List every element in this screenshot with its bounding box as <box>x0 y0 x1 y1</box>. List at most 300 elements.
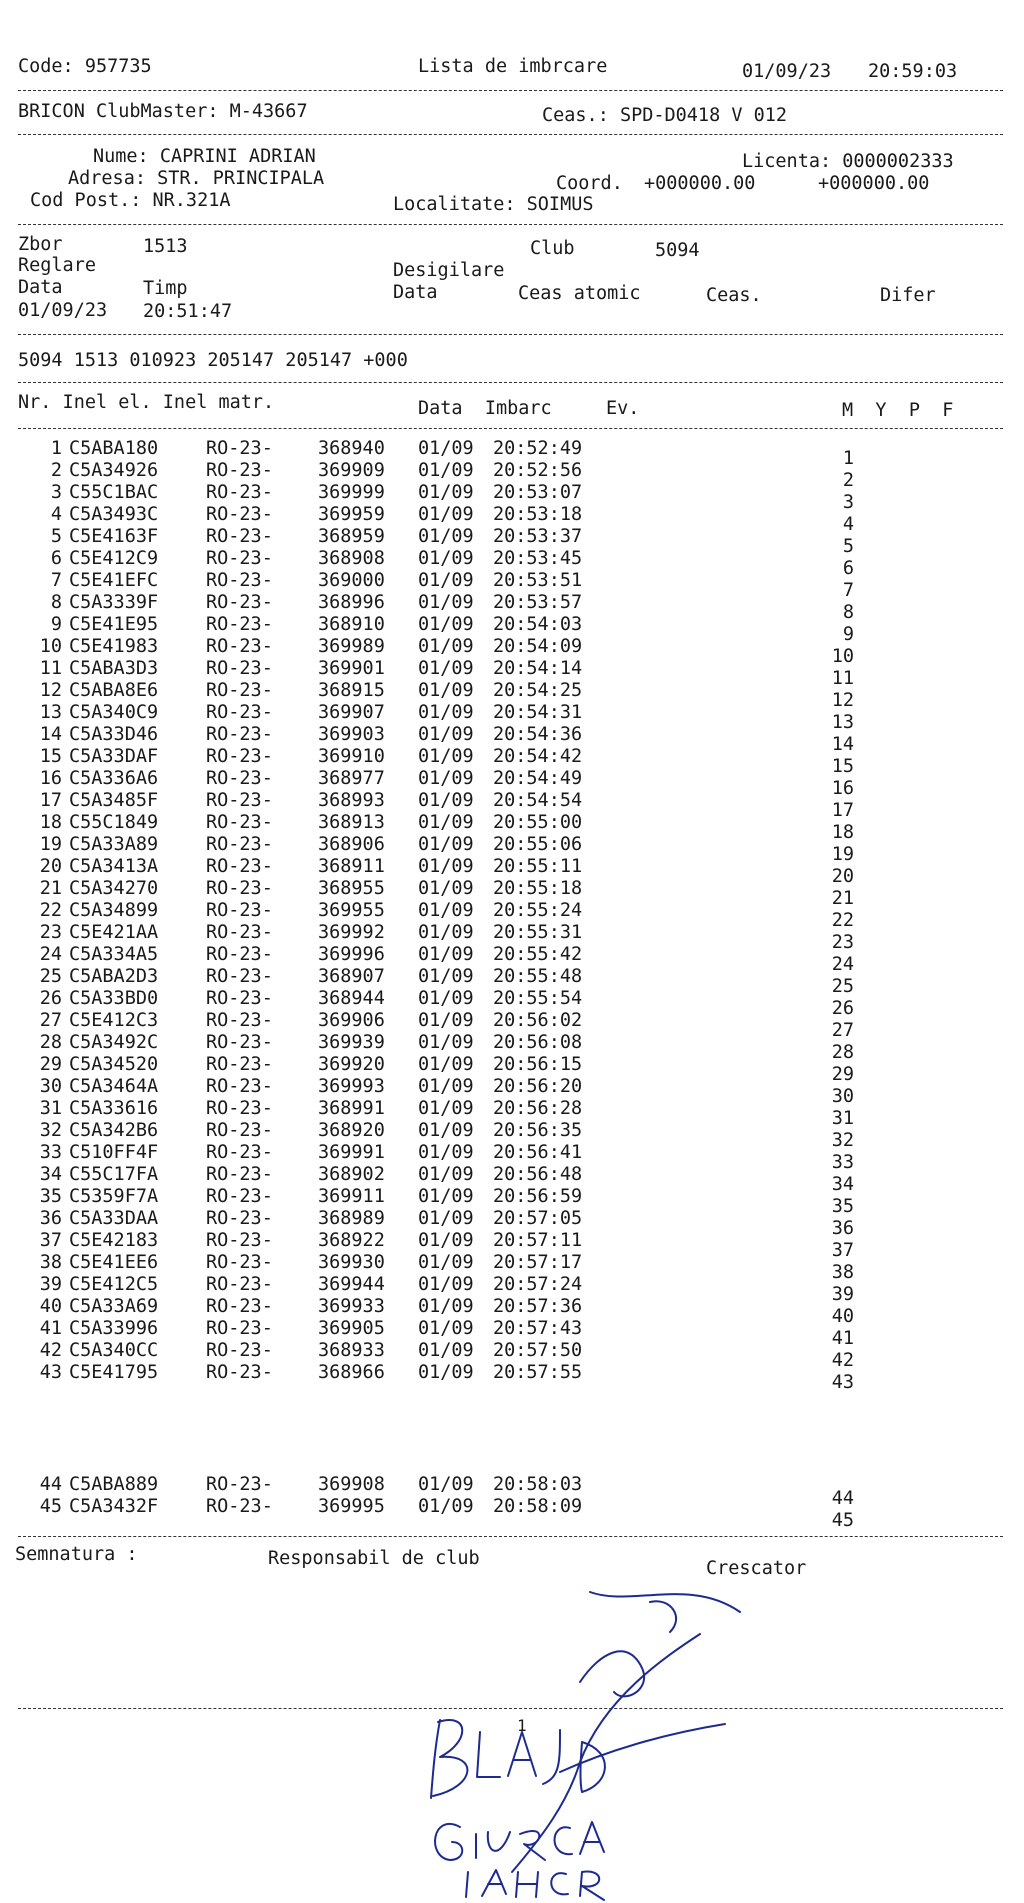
row-ring-number: 368977 <box>318 768 385 789</box>
row-date: 01/09 <box>418 1340 474 1361</box>
col-data-imbarc: Data Imbarc <box>418 398 552 419</box>
row-number: 45 <box>39 1496 62 1517</box>
row-ring-prefix: RO-23- <box>206 790 273 811</box>
print-time: 20:59:03 <box>868 61 958 82</box>
row-electronic-ring: C5A34899 <box>69 900 159 921</box>
signature-iahcr <box>466 1870 604 1900</box>
col-myp: M Y P F <box>842 400 954 421</box>
club-value: 5094 <box>655 240 700 261</box>
row-position: 15 <box>831 756 854 777</box>
row-ring-number: 369911 <box>318 1186 385 1207</box>
row-electronic-ring: C5ABA8E6 <box>69 680 159 701</box>
row-ring-number: 369999 <box>318 482 385 503</box>
row-electronic-ring: C5A336A6 <box>69 768 159 789</box>
row-number: 25 <box>39 966 62 987</box>
row-ring-number: 369910 <box>318 746 385 767</box>
row-number: 37 <box>39 1230 62 1251</box>
row-position: 24 <box>831 954 854 975</box>
row-electronic-ring: C5E421AA <box>69 922 159 943</box>
row-electronic-ring: C5A33A89 <box>69 834 159 855</box>
row-date: 01/09 <box>418 1010 474 1031</box>
row-number: 40 <box>39 1296 62 1317</box>
row-date: 01/09 <box>418 1362 474 1383</box>
row-date: 01/09 <box>418 592 474 613</box>
row-time: 20:56:59 <box>493 1186 583 1207</box>
row-ring-prefix: RO-23- <box>206 614 273 635</box>
row-position: 32 <box>831 1130 854 1151</box>
row-position: 16 <box>831 778 854 799</box>
row-ring-prefix: RO-23- <box>206 1318 273 1339</box>
row-time: 20:58:03 <box>493 1474 583 1495</box>
row-ring-number: 369906 <box>318 1010 385 1031</box>
row-time: 20:56:48 <box>493 1164 583 1185</box>
row-position: 3 <box>842 492 854 513</box>
row-position: 44 <box>831 1488 854 1509</box>
row-position: 14 <box>831 734 854 755</box>
row-ring-prefix: RO-23- <box>206 834 273 855</box>
ceas-label: Ceas. <box>706 285 762 306</box>
row-ring-number: 369907 <box>318 702 385 723</box>
row-electronic-ring: C5A33D46 <box>69 724 159 745</box>
row-electronic-ring: C5A3464A <box>69 1076 159 1097</box>
page-number: 1 <box>517 1716 527 1735</box>
row-ring-number: 368910 <box>318 614 385 635</box>
row-date: 01/09 <box>418 636 474 657</box>
row-time: 20:57:11 <box>493 1230 583 1251</box>
row-electronic-ring: C5A3492C <box>69 1032 159 1053</box>
row-number: 3 <box>50 482 62 503</box>
row-electronic-ring: C5E41EFC <box>69 570 159 591</box>
row-date: 01/09 <box>418 460 474 481</box>
row-ring-prefix: RO-23- <box>206 966 273 987</box>
row-ring-number: 369000 <box>318 570 385 591</box>
row-ring-number: 368933 <box>318 1340 385 1361</box>
row-date: 01/09 <box>418 438 474 459</box>
row-ring-number: 369995 <box>318 1496 385 1517</box>
row-ring-prefix: RO-23- <box>206 1496 273 1517</box>
row-number: 44 <box>39 1474 62 1495</box>
row-time: 20:56:41 <box>493 1142 583 1163</box>
row-ring-number: 369939 <box>318 1032 385 1053</box>
col-nr-inel: Nr. Inel el. Inel matr. <box>18 392 275 413</box>
row-ring-number: 369989 <box>318 636 385 657</box>
row-position: 40 <box>831 1306 854 1327</box>
row-electronic-ring: C55C17FA <box>69 1164 159 1185</box>
row-date: 01/09 <box>418 746 474 767</box>
row-time: 20:54:42 <box>493 746 583 767</box>
print-date: 01/09/23 <box>742 61 832 82</box>
divider <box>18 90 1003 91</box>
coord-y: +000000.00 <box>818 173 930 194</box>
owner-license: Licenta: 0000002333 <box>742 151 954 172</box>
row-date: 01/09 <box>418 658 474 679</box>
row-time: 20:54:36 <box>493 724 583 745</box>
divider <box>18 134 1003 135</box>
row-number: 29 <box>39 1054 62 1075</box>
zbor-value: 1513 <box>143 236 188 257</box>
row-date: 01/09 <box>418 1252 474 1273</box>
row-position: 28 <box>831 1042 854 1063</box>
row-time: 20:55:48 <box>493 966 583 987</box>
row-ring-prefix: RO-23- <box>206 1474 273 1495</box>
row-number: 41 <box>39 1318 62 1339</box>
row-electronic-ring: C5E412C9 <box>69 548 159 569</box>
divider <box>18 224 1003 225</box>
row-date: 01/09 <box>418 526 474 547</box>
zbor-label: Zbor <box>18 234 63 255</box>
row-electronic-ring: C5A34270 <box>69 878 159 899</box>
row-ring-prefix: RO-23- <box>206 1010 273 1031</box>
row-electronic-ring: C5E412C5 <box>69 1274 159 1295</box>
semnatura-label: Semnatura : <box>15 1544 138 1565</box>
row-date: 01/09 <box>418 966 474 987</box>
row-electronic-ring: C5A342B6 <box>69 1120 159 1141</box>
row-time: 20:57:50 <box>493 1340 583 1361</box>
divider <box>18 334 1003 335</box>
row-number: 1 <box>50 438 62 459</box>
row-electronic-ring: C5ABA3D3 <box>69 658 159 679</box>
row-position: 35 <box>831 1196 854 1217</box>
row-electronic-ring: C5A3485F <box>69 790 159 811</box>
row-electronic-ring: C5E4163F <box>69 526 159 547</box>
row-ring-prefix: RO-23- <box>206 944 273 965</box>
row-number: 32 <box>39 1120 62 1141</box>
row-position: 30 <box>831 1086 854 1107</box>
row-ring-prefix: RO-23- <box>206 1142 273 1163</box>
row-position: 23 <box>831 932 854 953</box>
row-time: 20:57:55 <box>493 1362 583 1383</box>
data-label: Data <box>18 277 63 298</box>
row-date: 01/09 <box>418 988 474 1009</box>
row-electronic-ring: C55C1BAC <box>69 482 159 503</box>
signature-giurca <box>435 1822 604 1860</box>
row-ring-number: 369944 <box>318 1274 385 1295</box>
row-ring-prefix: RO-23- <box>206 680 273 701</box>
row-time: 20:57:05 <box>493 1208 583 1229</box>
row-date: 01/09 <box>418 548 474 569</box>
row-position: 34 <box>831 1174 854 1195</box>
row-ring-prefix: RO-23- <box>206 504 273 525</box>
row-time: 20:54:31 <box>493 702 583 723</box>
row-position: 18 <box>831 822 854 843</box>
row-number: 23 <box>39 922 62 943</box>
row-time: 20:56:02 <box>493 1010 583 1031</box>
row-time: 20:54:25 <box>493 680 583 701</box>
row-ring-number: 368966 <box>318 1362 385 1383</box>
row-position: 37 <box>831 1240 854 1261</box>
row-number: 42 <box>39 1340 62 1361</box>
row-time: 20:53:51 <box>493 570 583 591</box>
row-position: 8 <box>842 602 854 623</box>
row-time: 20:54:54 <box>493 790 583 811</box>
row-position: 20 <box>831 866 854 887</box>
row-ring-number: 368922 <box>318 1230 385 1251</box>
row-electronic-ring: C5A34926 <box>69 460 159 481</box>
owner-locality: Localitate: SOIMUS <box>393 194 594 215</box>
row-ring-number: 369901 <box>318 658 385 679</box>
row-date: 01/09 <box>418 1474 474 1495</box>
row-ring-prefix: RO-23- <box>206 724 273 745</box>
row-electronic-ring: C510FF4F <box>69 1142 159 1163</box>
row-electronic-ring: C5A33DAF <box>69 746 159 767</box>
row-time: 20:54:09 <box>493 636 583 657</box>
row-ring-prefix: RO-23- <box>206 812 273 833</box>
row-ring-prefix: RO-23- <box>206 1098 273 1119</box>
row-date: 01/09 <box>418 1054 474 1075</box>
signature-scrawl <box>512 1592 740 1872</box>
row-date: 01/09 <box>418 504 474 525</box>
row-time: 20:55:18 <box>493 878 583 899</box>
row-ring-prefix: RO-23- <box>206 1362 273 1383</box>
row-electronic-ring: C5A334A5 <box>69 944 159 965</box>
row-date: 01/09 <box>418 1274 474 1295</box>
row-electronic-ring: C5E42183 <box>69 1230 159 1251</box>
row-number: 14 <box>39 724 62 745</box>
row-position: 2 <box>842 470 854 491</box>
row-time: 20:54:49 <box>493 768 583 789</box>
row-ring-number: 369959 <box>318 504 385 525</box>
row-time: 20:56:20 <box>493 1076 583 1097</box>
row-date: 01/09 <box>418 1076 474 1097</box>
row-number: 38 <box>39 1252 62 1273</box>
row-position: 41 <box>831 1328 854 1349</box>
row-electronic-ring: C5E412C3 <box>69 1010 159 1031</box>
row-position: 25 <box>831 976 854 997</box>
row-number: 39 <box>39 1274 62 1295</box>
row-ring-number: 368908 <box>318 548 385 569</box>
row-electronic-ring: C5E41795 <box>69 1362 159 1383</box>
row-date: 01/09 <box>418 768 474 789</box>
row-ring-prefix: RO-23- <box>206 1186 273 1207</box>
row-electronic-ring: C5A33996 <box>69 1318 159 1339</box>
row-time: 20:56:28 <box>493 1098 583 1119</box>
row-ring-number: 369909 <box>318 460 385 481</box>
row-position: 1 <box>842 448 854 469</box>
row-ring-prefix: RO-23- <box>206 526 273 547</box>
row-electronic-ring: C5ABA180 <box>69 438 159 459</box>
row-date: 01/09 <box>418 1496 474 1517</box>
row-ring-prefix: RO-23- <box>206 900 273 921</box>
row-date: 01/09 <box>418 570 474 591</box>
coord-x: +000000.00 <box>644 173 756 194</box>
row-number: 35 <box>39 1186 62 1207</box>
row-number: 28 <box>39 1032 62 1053</box>
row-time: 20:53:18 <box>493 504 583 525</box>
row-date: 01/09 <box>418 834 474 855</box>
flight-summary: 5094 1513 010923 205147 205147 +000 <box>18 350 408 371</box>
row-ring-prefix: RO-23- <box>206 1164 273 1185</box>
row-ring-prefix: RO-23- <box>206 1296 273 1317</box>
row-date: 01/09 <box>418 944 474 965</box>
row-date: 01/09 <box>418 1186 474 1207</box>
row-ring-number: 368996 <box>318 592 385 613</box>
row-time: 20:57:36 <box>493 1296 583 1317</box>
divider <box>18 428 1003 429</box>
row-number: 12 <box>39 680 62 701</box>
row-position: 43 <box>831 1372 854 1393</box>
row-ring-number: 369920 <box>318 1054 385 1075</box>
clock-id: Ceas.: SPD-D0418 V 012 <box>542 105 788 126</box>
row-electronic-ring: C5E41983 <box>69 636 159 657</box>
row-number: 18 <box>39 812 62 833</box>
row-date: 01/09 <box>418 1142 474 1163</box>
row-date: 01/09 <box>418 856 474 877</box>
row-number: 16 <box>39 768 62 789</box>
coord-label: Coord. <box>556 173 623 194</box>
handwritten-signatures <box>400 1572 820 1902</box>
row-number: 33 <box>39 1142 62 1163</box>
row-ring-number: 369992 <box>318 922 385 943</box>
row-position: 38 <box>831 1262 854 1283</box>
row-electronic-ring: C5A33A69 <box>69 1296 159 1317</box>
row-number: 11 <box>39 658 62 679</box>
row-ring-prefix: RO-23- <box>206 1252 273 1273</box>
row-time: 20:54:03 <box>493 614 583 635</box>
row-date: 01/09 <box>418 1032 474 1053</box>
row-ring-prefix: RO-23- <box>206 460 273 481</box>
row-ring-number: 369930 <box>318 1252 385 1273</box>
row-date: 01/09 <box>418 922 474 943</box>
row-ring-number: 369993 <box>318 1076 385 1097</box>
row-ring-number: 368907 <box>318 966 385 987</box>
row-ring-prefix: RO-23- <box>206 1054 273 1075</box>
crescator-label: Crescator <box>706 1558 807 1579</box>
row-position: 10 <box>831 646 854 667</box>
row-time: 20:55:54 <box>493 988 583 1009</box>
row-ring-prefix: RO-23- <box>206 768 273 789</box>
row-time: 20:52:56 <box>493 460 583 481</box>
row-number: 21 <box>39 878 62 899</box>
row-date: 01/09 <box>418 900 474 921</box>
row-ring-number: 368944 <box>318 988 385 1009</box>
row-electronic-ring: C5A3413A <box>69 856 159 877</box>
row-ring-prefix: RO-23- <box>206 922 273 943</box>
row-time: 20:57:24 <box>493 1274 583 1295</box>
row-time: 20:53:37 <box>493 526 583 547</box>
row-position: 33 <box>831 1152 854 1173</box>
row-time: 20:58:09 <box>493 1496 583 1517</box>
row-number: 15 <box>39 746 62 767</box>
row-electronic-ring: C5A33BD0 <box>69 988 159 1009</box>
row-ring-prefix: RO-23- <box>206 482 273 503</box>
row-electronic-ring: C5A3339F <box>69 592 159 613</box>
row-ring-prefix: RO-23- <box>206 1120 273 1141</box>
row-date: 01/09 <box>418 812 474 833</box>
row-time: 20:57:17 <box>493 1252 583 1273</box>
row-time: 20:53:07 <box>493 482 583 503</box>
row-position: 42 <box>831 1350 854 1371</box>
row-date: 01/09 <box>418 680 474 701</box>
row-number: 7 <box>50 570 62 591</box>
row-position: 12 <box>831 690 854 711</box>
row-number: 43 <box>39 1362 62 1383</box>
row-position: 36 <box>831 1218 854 1239</box>
row-date: 01/09 <box>418 1296 474 1317</box>
club-master: BRICON ClubMaster: M-43667 <box>18 101 308 122</box>
row-date: 01/09 <box>418 1318 474 1339</box>
row-ring-prefix: RO-23- <box>206 988 273 1009</box>
row-date: 01/09 <box>418 724 474 745</box>
row-ring-number: 368906 <box>318 834 385 855</box>
club-label: Club <box>530 238 575 259</box>
row-ring-number: 368959 <box>318 526 385 547</box>
row-ring-number: 368915 <box>318 680 385 701</box>
row-date: 01/09 <box>418 614 474 635</box>
row-time: 20:56:35 <box>493 1120 583 1141</box>
row-electronic-ring: C5A3493C <box>69 504 159 525</box>
row-position: 6 <box>842 558 854 579</box>
row-time: 20:55:11 <box>493 856 583 877</box>
row-ring-number: 368940 <box>318 438 385 459</box>
row-ring-prefix: RO-23- <box>206 1032 273 1053</box>
row-position: 21 <box>831 888 854 909</box>
signature-blaj <box>431 1716 605 1798</box>
row-time: 20:55:24 <box>493 900 583 921</box>
row-number: 13 <box>39 702 62 723</box>
row-ring-number: 368913 <box>318 812 385 833</box>
reglare-label: Reglare <box>18 255 96 276</box>
row-number: 34 <box>39 1164 62 1185</box>
timp-label: Timp <box>143 278 188 299</box>
row-number: 20 <box>39 856 62 877</box>
row-position: 31 <box>831 1108 854 1129</box>
row-ring-prefix: RO-23- <box>206 592 273 613</box>
row-electronic-ring: C5A34520 <box>69 1054 159 1075</box>
row-ring-prefix: RO-23- <box>206 636 273 657</box>
row-date: 01/09 <box>418 790 474 811</box>
row-number: 24 <box>39 944 62 965</box>
row-number: 2 <box>50 460 62 481</box>
row-ring-prefix: RO-23- <box>206 1274 273 1295</box>
row-number: 31 <box>39 1098 62 1119</box>
row-number: 30 <box>39 1076 62 1097</box>
row-date: 01/09 <box>418 1098 474 1119</box>
row-electronic-ring: C5E41EE6 <box>69 1252 159 1273</box>
divider <box>18 382 1003 383</box>
row-ring-number: 369996 <box>318 944 385 965</box>
reglare-time: 20:51:47 <box>143 301 233 322</box>
row-electronic-ring: C5A340CC <box>69 1340 159 1361</box>
row-ring-number: 369933 <box>318 1296 385 1317</box>
row-ring-prefix: RO-23- <box>206 1208 273 1229</box>
row-ring-prefix: RO-23- <box>206 1230 273 1251</box>
row-position: 17 <box>831 800 854 821</box>
row-time: 20:55:31 <box>493 922 583 943</box>
row-ring-prefix: RO-23- <box>206 1340 273 1361</box>
row-ring-number: 368955 <box>318 878 385 899</box>
row-ring-number: 368911 <box>318 856 385 877</box>
row-time: 20:57:43 <box>493 1318 583 1339</box>
row-position: 7 <box>842 580 854 601</box>
row-number: 6 <box>50 548 62 569</box>
row-time: 20:52:49 <box>493 438 583 459</box>
row-date: 01/09 <box>418 1120 474 1141</box>
row-position: 29 <box>831 1064 854 1085</box>
row-position: 4 <box>842 514 854 535</box>
row-ring-prefix: RO-23- <box>206 746 273 767</box>
row-number: 5 <box>50 526 62 547</box>
row-ring-number: 369903 <box>318 724 385 745</box>
row-number: 10 <box>39 636 62 657</box>
row-position: 45 <box>831 1510 854 1531</box>
owner-postal: Cod Post.: NR.321A <box>30 190 231 211</box>
row-position: 22 <box>831 910 854 931</box>
row-time: 20:55:42 <box>493 944 583 965</box>
row-date: 01/09 <box>418 1230 474 1251</box>
data2-label: Data <box>393 282 438 303</box>
row-ring-prefix: RO-23- <box>206 1076 273 1097</box>
row-electronic-ring: C55C1849 <box>69 812 159 833</box>
